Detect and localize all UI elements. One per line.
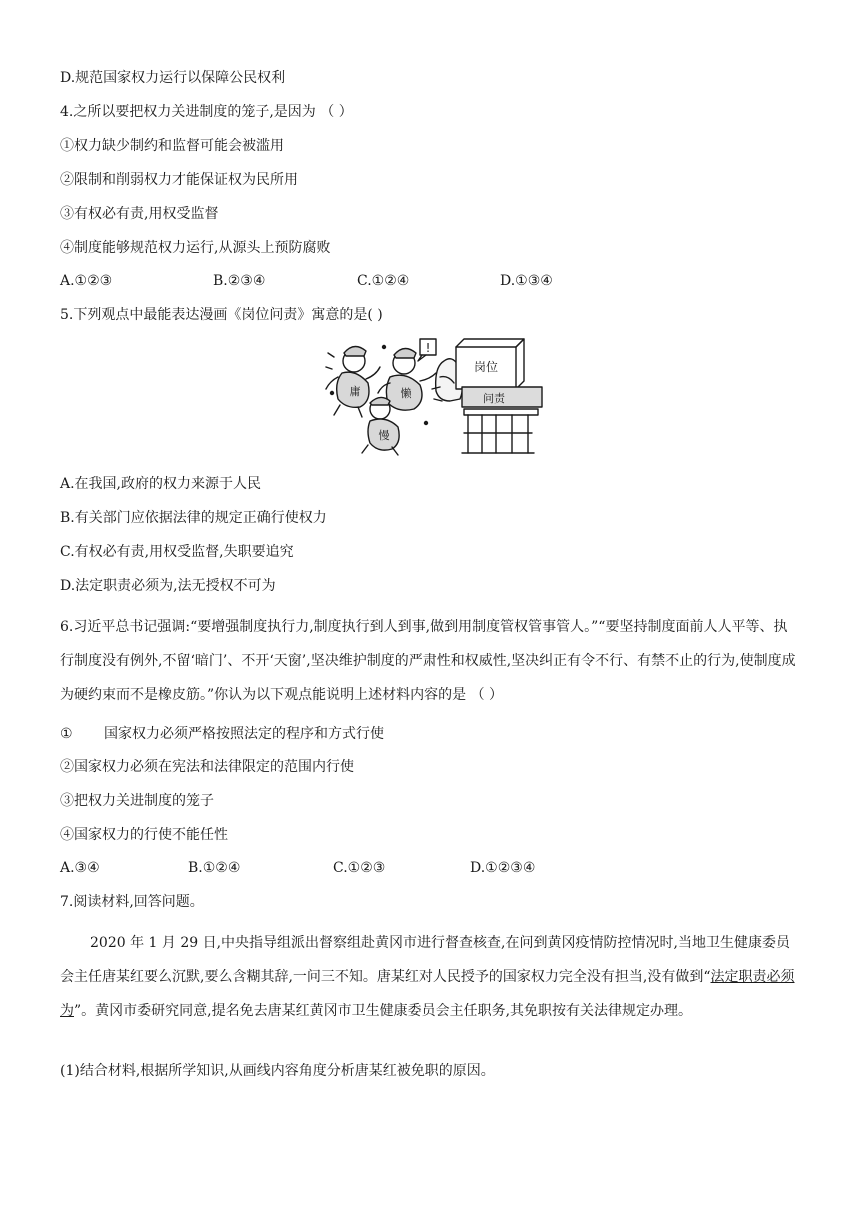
q7-material-text-2: ”。黄冈市委研究同意,提名免去唐某红黄冈市卫生健康委员会主任职务,其免职按有关法律规定办理。 — [74, 1003, 693, 1019]
cartoon-lazy-label: 懒 — [400, 387, 412, 400]
q4-option-a: A.①②③ — [60, 273, 113, 289]
cartoon-accountability-label: 问责 — [483, 392, 505, 405]
q5-option-a: A.在我国,政府的权力来源于人民 — [60, 476, 262, 492]
q4-stem: 4.之所以要把权力关进制度的笼子,是因为 （ ） — [60, 104, 353, 120]
q4-option-d: D.①③④ — [500, 273, 553, 289]
q6-option-a: A.③④ — [60, 860, 100, 876]
cartoon-job-label: 岗位 — [473, 360, 499, 374]
q7-subquestion-1: (1)结合材料,根据所学知识,从画线内容角度分析唐某红被免职的原因。 — [60, 1063, 495, 1079]
q4-statement-3: ③有权必有责,用权受监督 — [60, 206, 219, 222]
q3-option-d: D.规范国家权力运行以保障公民权利 — [60, 70, 286, 86]
q6-option-b: B.①②④ — [188, 860, 241, 876]
q4-statement-4: ④制度能够规范权力运行,从源头上预防腐败 — [60, 240, 331, 256]
q5-option-b: B.有关部门应依据法律的规定正确行使权力 — [60, 510, 327, 526]
q6-statement-1-text: 国家权力必须严格按照法定的程序和方式行使 — [104, 726, 384, 742]
q6-option-c: C.①②③ — [333, 860, 386, 876]
q6-option-d: D.①②③④ — [470, 860, 536, 876]
q4-statement-1: ①权力缺少制约和监督可能会被滥用 — [60, 138, 284, 154]
q7-material-text-1: 2020 年 1 月 29 日,中央指导组派出督察组赴黄冈市进行督查核查,在问到黄冈疫情防控情况时,当地卫生健康委员会主任唐某红要么沉默,要么含糊其辞,一问三不知。唐某红对人民授予的国家权力完全没有担当,没有做到“ — [60, 935, 790, 985]
q5-option-d: D.法定职责必须为,法无授权不可为 — [60, 578, 276, 594]
q4-option-b: B.②③④ — [213, 273, 266, 289]
cartoon-mediocre-label: 庸 — [349, 385, 361, 398]
q5-stem: 5.下列观点中最能表达漫画《岗位问责》寓意的是( ) — [60, 307, 383, 323]
q7-material — [60, 926, 800, 1028]
q7-underlined-phrase: 法定职责必须为 — [60, 969, 795, 1019]
q6-statement-2: ②国家权力必须在宪法和法律限定的范围内行使 — [60, 759, 354, 775]
q6-statement-3: ③把权力关进制度的笼子 — [60, 793, 214, 809]
q4-statement-2: ②限制和削弱权力才能保证权为民所用 — [60, 172, 298, 188]
q4-option-c: C.①②④ — [357, 273, 410, 289]
cartoon-job-accountability — [322, 333, 544, 459]
q6-statement-4: ④国家权力的行使不能任性 — [60, 827, 228, 843]
q6-stem: 6.习近平总书记强调:“要增强制度执行力,制度执行到人到事,做到用制度管权管事管人。”“要坚持制度面前人人平等、执行制度没有例外,不留‘暗门’、不开‘天窗’,坚决维护制度的严肃性和权威性,坚决纠正有令不行、有禁不止的行为,使制度成为硬约束而不是橡皮筋。”你认为以下观点能说明上述材料内容的是 （ ） — [60, 619, 796, 703]
q5-option-c: C.有权必有责,用权受监督,失职要追究 — [60, 544, 294, 560]
cartoon-slow-label: 慢 — [378, 429, 390, 442]
q6-statement-1-number: ① — [60, 726, 73, 742]
q7-stem: 7.阅读材料,回答问题。 — [60, 894, 204, 910]
cartoon-exclaim-label: ! — [425, 341, 431, 355]
